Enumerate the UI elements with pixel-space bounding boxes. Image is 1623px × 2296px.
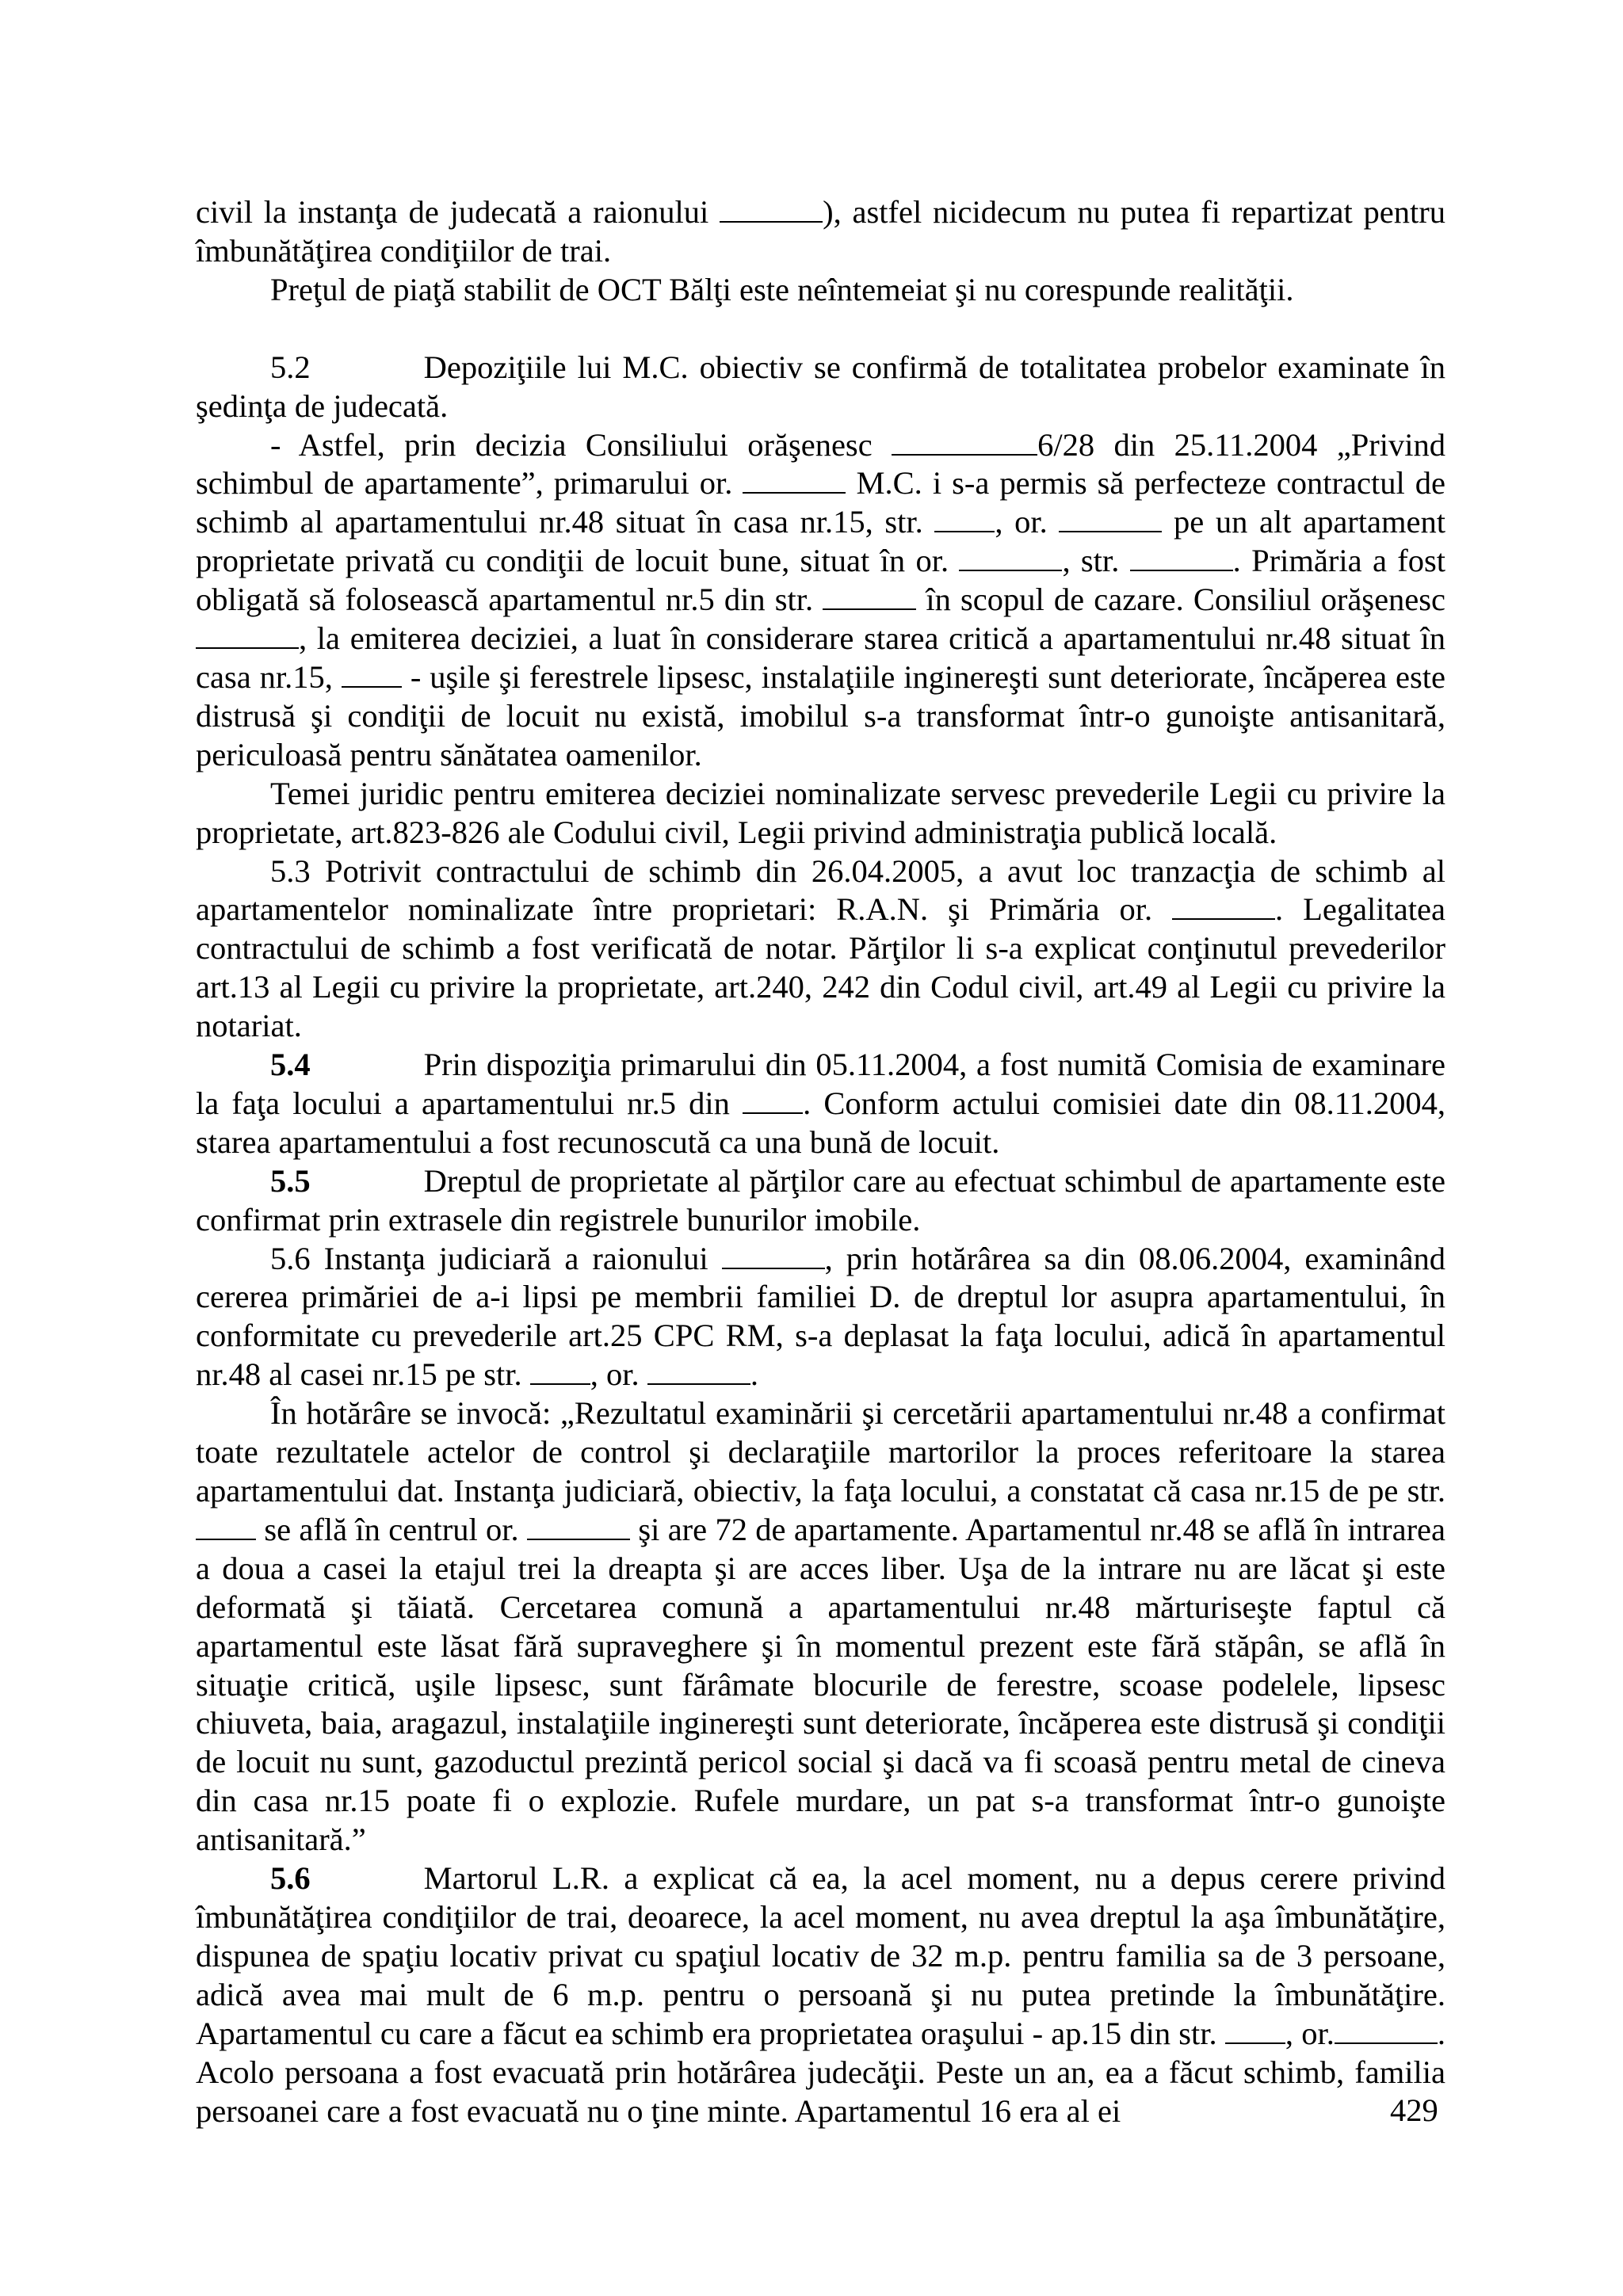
text-run: Martorul L.R. a explicat că ea, la acel moment, nu a depus cerere privind îmbunătăţirea condiţiilor de trai, deoarece, la acel moment, nu avea dreptul la aşa îmbunătăţire, dispunea de spaţiu locativ privat cu spaţiul locativ de 32 m.p. pentru familia sa de 3 persoane, adică avea mai mult de 6 m.p. pentru o persoană şi nu putea pretinde la îmbunătăţire. Apartamentul cu care a făcut ea schimb era proprietatea oraşului - ap.15 din str. [196, 1860, 1445, 2051]
text-run: Preţul de piaţă stabilit de OCT Bălţi este neîntemeiat şi nu corespunde realităţii. [270, 271, 1294, 307]
section-number: 5.6 [270, 1860, 311, 1897]
paragraph-gap [196, 310, 1445, 349]
redacted-blank [1225, 2017, 1285, 2044]
text-run: 5.2 [270, 349, 311, 385]
text-run: Prin dispoziţia primarului din 05.11.2004, a fost numită Comisia de examinare la faţa locului a apartamentului nr.5 din [196, 1047, 1445, 1121]
paragraph [196, 1394, 1445, 1859]
text-run: , or. [995, 504, 1060, 540]
paragraph [196, 193, 1445, 271]
text-run: . Acolo persoana a fost evacuată prin hotărârea judecăţii. Peste un an, ea a făcut schimb, familia persoanei care a fost evacuată nu o ţine minte. Apartamentul 16 era al ei [196, 2015, 1445, 2129]
redacted-blank [196, 1513, 256, 1540]
redacted-blank [527, 1513, 630, 1540]
text-run: Dreptul de proprietate al părţilor care au efectuat schimbul de apartamente este confirmat prin extrasele din registrele bunurilor imobile. [196, 1162, 1445, 1238]
text-run: , prin hotărârea sa din 08.06.2004, examinând cererea primăriei de a-i lipsi pe membrii familiei D. de dreptul lor asupra apartamentului, în conformitate cu prevederile art.25 CPC RM, s-a deplasat la faţa locului, adică în apartamentul nr.48 al casei nr.15 pe str. [196, 1240, 1445, 1393]
text-run: , str. [1062, 543, 1130, 579]
paragraph [196, 349, 1445, 426]
text-run: civil la instanţa de judecată a raionului [196, 194, 720, 230]
redacted-blank [342, 661, 402, 688]
paragraph [196, 1162, 1445, 1240]
redacted-blank [892, 429, 1037, 456]
text-run: , la emiterea deciziei, a luat în considerare starea critică a apartamentului nr.48 situat în casa nr.15, [196, 620, 1445, 695]
text-run: În hotărâre se invocă: „Rezultatul examinării şi cercetării apartamentului nr.48 a confirmat toate rezultatele actelor de control şi declaraţiile martorilor la proces referitoare la starea apartamentului dat. Instanţa judiciară, obiectiv, la faţa locului, a constatat că casa nr.15 de pe str. [196, 1395, 1445, 1508]
text-run: M.C. i s-a permis să perfecteze contractul de schimb al apartamentului nr.48 situat în casa nr.15, str. [196, 465, 1445, 540]
paragraph [196, 852, 1445, 1047]
paragraph [196, 1240, 1445, 1395]
text-run: - uşile şi ferestrele lipsesc, instalaţiile inginereşti sunt deteriorate, încăperea este distrusă şi condiţii de locuit nu există, imobilul s-a transformat într-o gunoişte antisanitară, periculoasă pentru sănătatea oamenilor. [196, 658, 1445, 772]
text-run: 5.3 Potrivit contractului de schimb din 26.04.2005, a avut loc tranzacţia de schimb al apartamentelor nominalizate între proprietari: R.A.N. şi Primăria or. [196, 852, 1445, 928]
redacted-blank [1130, 544, 1233, 571]
paragraph [196, 775, 1445, 852]
redacted-blank [196, 622, 299, 649]
text-run: în scopul de cazare. Consiliul orăşenesc [916, 582, 1446, 618]
page-number: 429 [1390, 2092, 1438, 2128]
text-run: . Legalitatea contractului de schimb a fost verificată de notar. Părţilor li s-a explicat conţinutul prevederilor art.13 al Legii cu privire la proprietate, art.240, 242 din Codul civil, art.49 al Legii cu privire la notariat. [196, 891, 1445, 1044]
redacted-blank [959, 544, 1062, 571]
section-number: 5.5 [270, 1162, 311, 1199]
paragraph [196, 426, 1445, 775]
text-run: . [750, 1356, 758, 1393]
text-run: , or. [1285, 2015, 1335, 2051]
redacted-blank [1059, 505, 1162, 532]
redacted-blank [647, 1358, 750, 1385]
text-run: ), astfel nicidecum nu putea fi repartizat pentru îmbunătăţirea condiţiilor de trai. [196, 194, 1445, 269]
text-run: - Astfel, prin decizia Consiliului orăşenesc [270, 426, 892, 463]
section-number: 5.4 [270, 1047, 311, 1083]
text-run: 6/28 din 25.11.2004 „Privind schimbul de apartamente”, primarului or. [196, 426, 1445, 502]
text-run: . Conform actului comisiei date din 08.11.2004, starea apartamentului a fost recunoscută ca una bună de locuit. [196, 1085, 1445, 1160]
redacted-blank [743, 467, 846, 494]
redacted-blank [823, 583, 916, 610]
text-run: Temei juridic pentru emiterea deciziei nominalizate servesc prevederile Legii cu privire la proprietate, art.823-826 ale Codului civil, Legii privind administraţia publică locală. [196, 775, 1445, 850]
text-run: şi are 72 de apartamente. Apartamentul nr.48 se află în intrarea a doua a casei la etajul trei la dreapta şi are acces liber. Uşa de la intrare nu are lăcat şi este deformată şi tăiată. Cercetarea comună a apartamentului nr.48 mărturiseşte faptul că apartamentul este lăsat fără supraveghere şi în momentul prezent este fără stăpân, se află în situaţie critică, uşile lipsesc, sunt fărâmate blocurile de ferestre, scoase podelele, lipsesc chiuveta, baia, aragazul, instalaţiile inginereşti sunt deteriorate, încăperea este distrusă şi condiţii de locuit nu sunt, gazoductul prezintă pericol social şi dacă va fi scoasă pentru metal de cineva din casa nr.15 poate fi o explozie. Rufele murdare, un pat s-a transformat într-o gunoişte antisanitară.” [196, 1511, 1446, 1858]
text-run: . Primăria a fost obligată să folosească apartamentul nr.5 din str. [196, 543, 1446, 618]
text-run: pe un alt apartament proprietate privată cu condiţii de locuit bune, situat în or. [196, 504, 1445, 579]
redacted-blank [1335, 2017, 1438, 2044]
text-run: se află în centrul or. [256, 1511, 528, 1547]
redacted-blank [720, 196, 823, 223]
paragraph [196, 271, 1445, 310]
body-text [196, 193, 1445, 2130]
redacted-blank [743, 1087, 803, 1114]
text-run: , or. [590, 1356, 647, 1393]
paragraph [196, 1046, 1445, 1162]
redacted-blank [934, 505, 995, 532]
redacted-blank [530, 1358, 590, 1385]
text-run: Depoziţiile lui M.C. obiectiv se confirmă de totalitatea probelor examinate în şedinţa de judecată. [196, 349, 1445, 424]
redacted-blank [1172, 893, 1275, 920]
paragraph [196, 1859, 1445, 2130]
text-run: 5.6 Instanţa judiciară a raionului [270, 1240, 722, 1276]
redacted-blank [722, 1242, 825, 1269]
